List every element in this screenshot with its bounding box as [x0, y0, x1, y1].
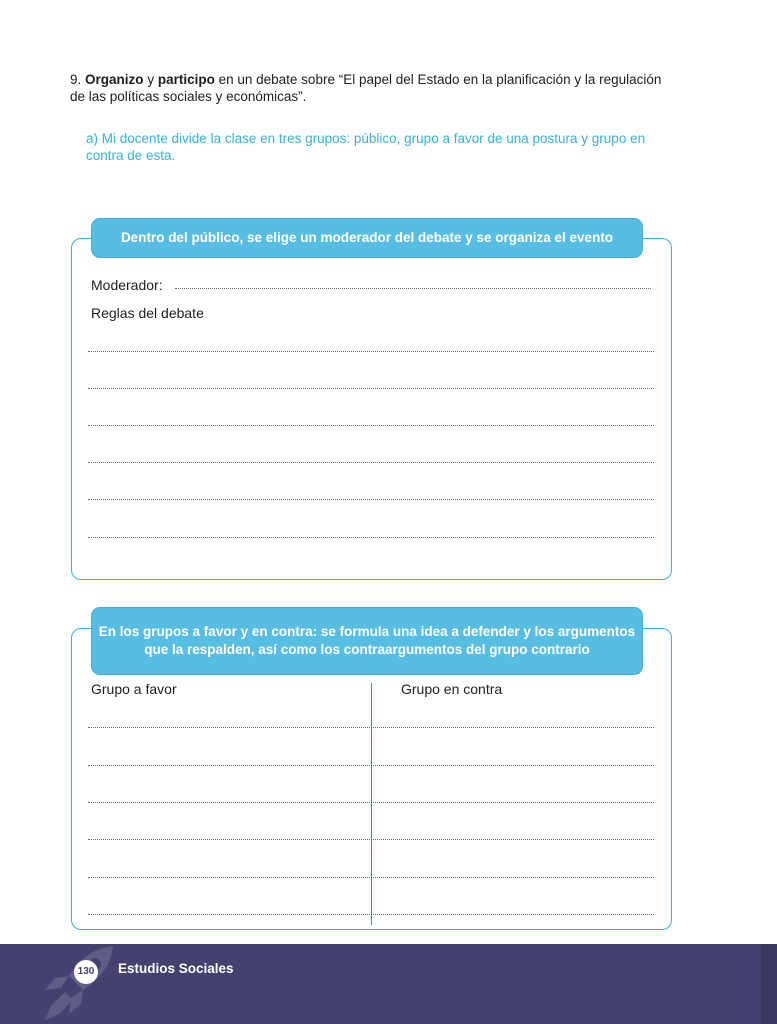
argument-line[interactable] — [88, 802, 654, 803]
column-divider — [371, 683, 372, 925]
moderator-banner-text: Dentro del público, se elige un moderador del debate y se organiza el evento — [120, 230, 614, 245]
moderator-field[interactable] — [175, 288, 651, 289]
question-body: en un debate sobre “El papel del Estado en la planificación y la regulación de las políticas sociales y económicas”. — [70, 72, 662, 104]
footer-edge — [761, 944, 777, 1024]
argument-line[interactable] — [88, 914, 654, 915]
rules-line[interactable] — [88, 388, 654, 389]
rules-line[interactable] — [88, 462, 654, 463]
groups-banner-line-1: En los grupos a favor y en contra: se formula una idea a defender y los argumentos — [98, 624, 636, 639]
argument-line[interactable] — [88, 765, 654, 766]
page-number-badge: 130 — [74, 960, 98, 984]
rules-label: Reglas del debate — [91, 305, 204, 321]
argument-line[interactable] — [88, 877, 654, 878]
argument-line[interactable] — [88, 839, 654, 840]
question-text — [70, 71, 670, 105]
moderator-banner — [91, 218, 643, 258]
rules-line[interactable] — [88, 499, 654, 500]
rules-line[interactable] — [88, 351, 654, 352]
question-connector: y — [147, 72, 155, 87]
subquestion-a: a) Mi docente divide la clase en tres grupos: público, grupo a favor de una postura y grupo en contra de esta. — [86, 131, 646, 163]
argument-line[interactable] — [88, 727, 654, 728]
group-contra-label: Grupo en contra — [401, 681, 503, 697]
rules-line[interactable] — [88, 537, 654, 538]
rules-line[interactable] — [88, 425, 654, 426]
question-number: 9. — [70, 72, 82, 87]
subject-title: Estudios Sociales — [118, 961, 234, 976]
rocket-icon — [35, 944, 125, 1024]
groups-banner — [91, 607, 643, 675]
group-favor-label: Grupo a favor — [91, 681, 177, 697]
moderator-label: Moderador: — [91, 277, 163, 293]
question-verb-participo: participo — [157, 72, 215, 87]
question-verb-organizo: Organizo — [85, 72, 144, 87]
groups-banner-line-2: que la respalden, así como los contraargumentos del grupo contrario — [144, 642, 590, 657]
